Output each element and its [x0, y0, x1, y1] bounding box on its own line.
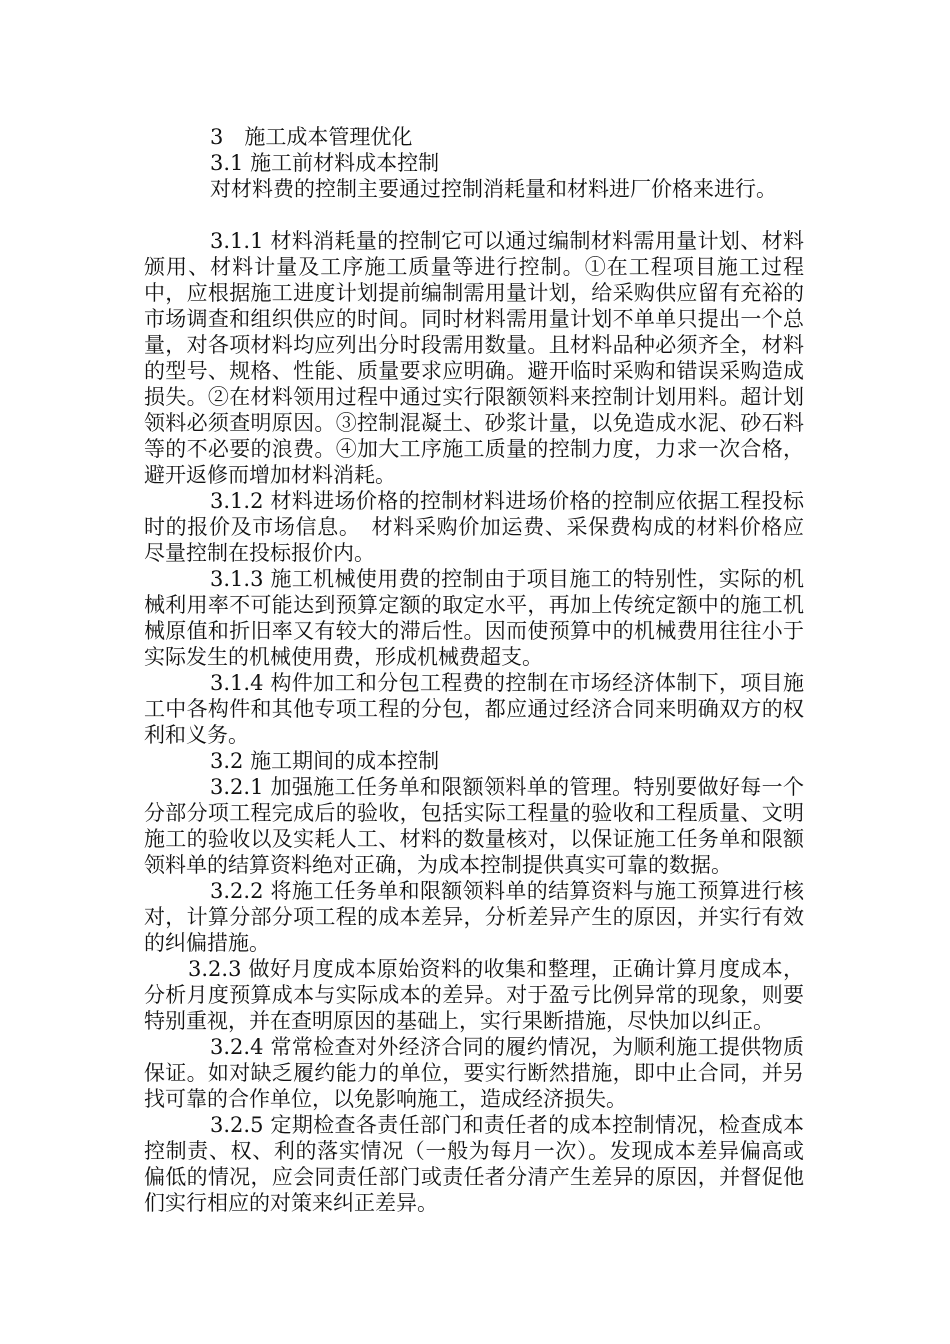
subsection-heading: 3.2 施工期间的成本控制: [210, 749, 440, 773]
body-paragraph: 3.2.3 做好月度成本原始资料的收集和整理，正确计算月度成本，分析月度预算成本与实际成本的差异。对于盈亏比例异常的现象，则要特别重视，并在查明原因的基础上，实行果断措施，尽快加以纠正。: [144, 957, 804, 1033]
body-paragraph: 3.2.4 常常检查对外经济合同的履约情况，为顺利施工提供物质保证。如对缺乏履约能力的单位，要实行断然措施，即中止合同，并另找可靠的合作单位，以免影响施工，造成经济损失。: [144, 1035, 804, 1111]
document-body: [144, 124, 804, 1216]
body-paragraph: 对材料费的控制主要通过控制消耗量和材料进厂价格来进行。: [210, 177, 777, 201]
body-paragraph: 3.2.5 定期检查各责任部门和责任者的成本控制情况，检查成本控制责、权、利的落实情况（一般为每月一次）。发现成本差异偏高或偏低的情况，应会同责任部门或责任者分清产生差异的原因，并督促他们实行相应的对策来纠正差异。: [144, 1113, 804, 1215]
body-paragraph: 3.2.1 加强施工任务单和限额领料单的管理。特别要做好每一个分部分项工程完成后的验收，包括实际工程量的验收和工程质量、文明施工的验收以及实耗人工、材料的数量核对，以保证施工任务单和限额领料单的结算资料绝对正确，为成本控制提供真实可靠的数据。: [144, 775, 804, 877]
body-paragraph: 3.2.2 将施工任务单和限额领料单的结算资料与施工预算进行核对，计算分部分项工程的成本差异，分析差异产生的原因，并实行有效的纠偏措施。: [144, 879, 804, 955]
body-paragraph: 3.1.3 施工机械使用费的控制由于项目施工的特别性，实际的机械利用率不可能达到预算定额的取定水平，再加上传统定额中的施工机械原值和折旧率又有较大的滞后性。因而使预算中的机械费用往往小于实际发生的机械使用费，形成机械费超支。: [144, 567, 804, 669]
paragraph-spacer: [144, 202, 804, 228]
body-paragraph: 3.1.2 材料进场价格的控制材料进场价格的控制应依据工程投标时的报价及市场信息。 材料采购价加运费、采保费构成的材料价格应尽量控制在投标报价内。: [144, 489, 804, 565]
section-heading: 3 施工成本管理优化: [210, 125, 413, 149]
subsection-heading: 3.1 施工前材料成本控制: [210, 151, 440, 175]
body-paragraph: 3.1.1 材料消耗量的控制它可以通过编制材料需用量计划、材料颁用、材料计量及工序施工质量等进行控制。①在工程项目施工过程中，应根据施工进度计划提前编制需用量计划，给采购供应留有充裕的市场调查和组织供应的时间。同时材料需用量计划不单单只提出一个总量，对各项材料均应列出分时段需用数量。且材料品种必须齐全，材料的型号、规格、性能、质量要求应明确。避开临时采购和错误采购造成损失。②在材料领用过程中通过实行限额领料来控制计划用料。超计划领料必须查明原因。③控制混凝土、砂浆计量，以免造成水泥、砂石料等的不必要的浪费。④加大工序施工质量的控制力度，力求一次合格，避开返修而增加材料消耗。: [144, 229, 804, 487]
body-paragraph: 3.1.4 构件加工和分包工程费的控制在市场经济体制下，项目施工中各构件和其他专项工程的分包，都应通过经济合同来明确双方的权利和义务。: [144, 671, 804, 747]
